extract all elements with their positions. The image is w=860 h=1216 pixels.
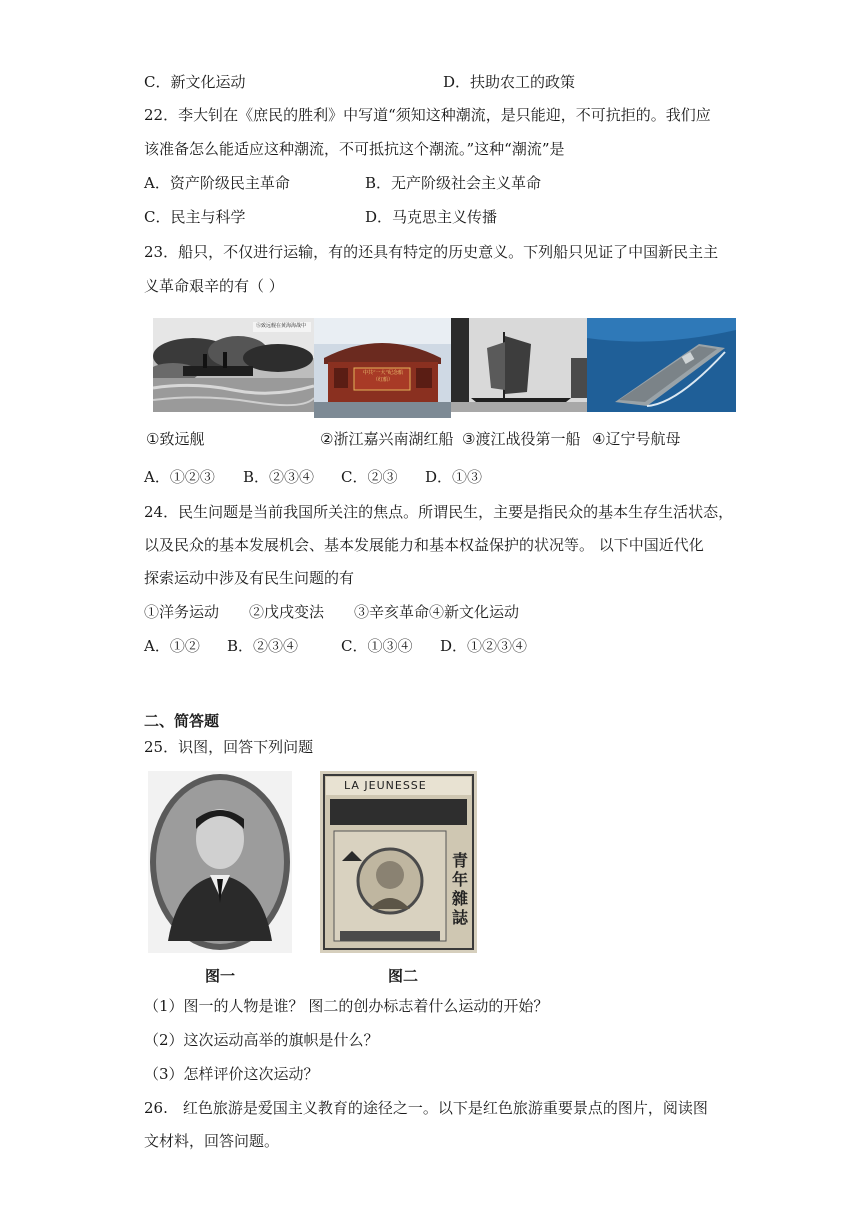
figure2-caption: 图二 bbox=[388, 967, 419, 985]
crossing-river-boat-photo bbox=[451, 318, 587, 412]
q22-option-c: C．民主与科学 bbox=[144, 208, 246, 226]
q22-stem-line1: 22．李大钊在《庶民的胜利》中写道“须知这种潮流，是只能迎，不可抗拒的。我们应 bbox=[144, 106, 711, 124]
section-title: 二、简答题 bbox=[144, 712, 220, 730]
q24-option-d: D．①②③④ bbox=[440, 637, 528, 655]
q23-option-b: B．②③④ bbox=[243, 468, 315, 486]
q23-stem-line1: 23．船只，不仅进行运输，有的还具有特定的历史意义。下列船只见证了中国新民主主 bbox=[144, 243, 719, 261]
ship4-caption: ④辽宁号航母 bbox=[592, 430, 681, 448]
red-boat-plaque: 中共“一大”纪念船 （红船） bbox=[362, 370, 404, 383]
q24-stem-line3: 探索运动中涉及有民生问题的有 bbox=[144, 569, 355, 587]
q22-option-b: B．无产阶级社会主义革命 bbox=[365, 174, 542, 192]
q25-stem: 25．识图，回答下列问题 bbox=[144, 738, 314, 756]
q24-option-a: A．①② bbox=[144, 637, 200, 655]
q22-option-a: A．资产阶级民主革命 bbox=[144, 174, 290, 192]
magazine-title: LA JEUNESSE bbox=[344, 779, 427, 792]
q26-stem-line2: 文材料，回答问题。 bbox=[144, 1132, 280, 1150]
q23-option-a: A．①②③ bbox=[144, 468, 215, 486]
q25-sub3: （3）怎样评价这次运动？ bbox=[144, 1065, 319, 1083]
q24-items: ①洋务运动 ②戊戌变法 ③辛亥革命④新文化运动 bbox=[144, 603, 520, 621]
q25-sub2: （2）这次运动高举的旗帜是什么？ bbox=[144, 1031, 379, 1049]
q21-option-c: C．新文化运动 bbox=[144, 73, 246, 91]
zhiyuan-photo-label: Ⓢ致远舰在黄海海战中 bbox=[256, 323, 307, 329]
ship2-caption: ②浙江嘉兴南湖红船 bbox=[320, 430, 454, 448]
red-boat-photo bbox=[314, 318, 451, 418]
zhiyuan-warship-photo bbox=[153, 318, 314, 412]
figure1-caption: 图一 bbox=[205, 967, 236, 985]
magazine-chinese-title: 青年雜誌 bbox=[452, 851, 469, 927]
q24-stem-line1: 24．民生问题是当前我国所关注的焦点。所谓民生，主要是指民众的基本生存生活状态， bbox=[144, 503, 734, 521]
q24-option-c: C．①③④ bbox=[341, 637, 413, 655]
q23-option-d: D．①③ bbox=[425, 468, 483, 486]
q26-stem-line1: 26. 红色旅游是爱国主义教育的途径之一。以下是红色旅游重要景点的图片，阅读图 bbox=[144, 1099, 708, 1117]
figure2-magazine-cover bbox=[320, 771, 477, 953]
q21-option-d: D．扶助农工的政策 bbox=[443, 73, 576, 91]
figure1-portrait bbox=[148, 771, 292, 953]
liaoning-carrier-photo bbox=[587, 318, 736, 412]
ship1-caption: ①致远舰 bbox=[146, 430, 205, 448]
ship3-caption: ③渡江战役第一船 bbox=[462, 430, 581, 448]
q23-stem-line2: 义革命艰辛的有（ ） bbox=[144, 277, 284, 295]
q24-option-b: B．②③④ bbox=[227, 637, 299, 655]
q23-option-c: C．②③ bbox=[341, 468, 398, 486]
q22-stem-line2: 该准备怎么能适应这种潮流，不可抵抗这个潮流。”这种“潮流”是 bbox=[144, 140, 565, 158]
q22-option-d: D．马克思主义传播 bbox=[365, 208, 498, 226]
q25-sub1: （1）图一的人物是谁？ 图二的创办标志着什么运动的开始？ bbox=[144, 997, 549, 1015]
q24-stem-line2: 以及民众的基本发展机会、基本发展能力和基本权益保护的状况等。 以下中国近代化 bbox=[144, 536, 704, 554]
